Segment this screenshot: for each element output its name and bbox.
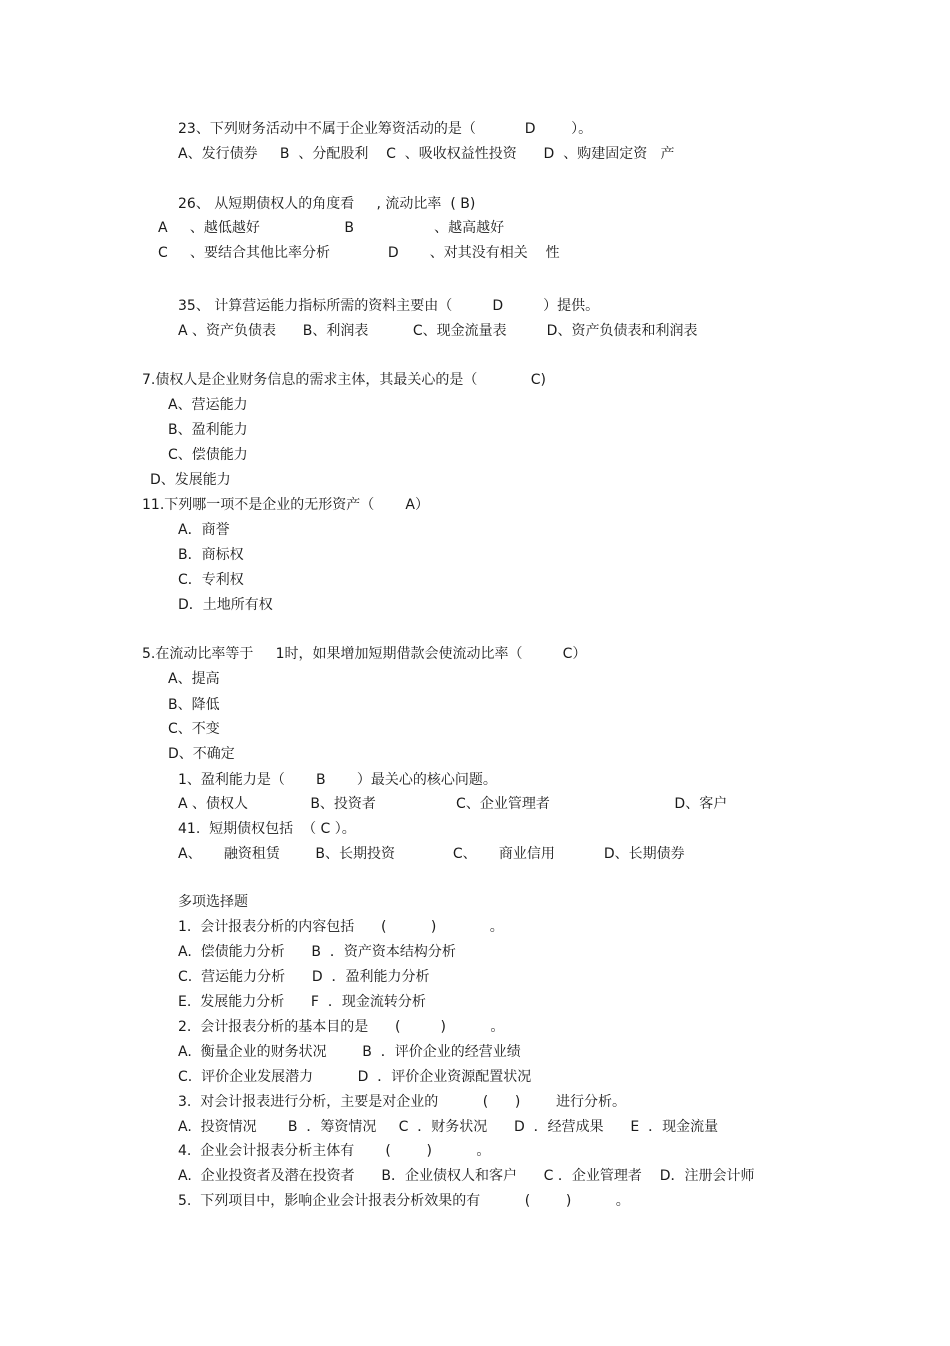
q41-options: A、 融资租赁 B、长期投资 C、 商业信用 D、长期债券 [178,846,685,862]
q26-options-ab: A 、越低越好 B 、越高越好 [158,220,505,236]
q11-question: 11.下列哪一项不是企业的无形资产（ A） [142,497,429,513]
q26-question: 26、 从短期债权人的角度看 , 流动比率 ( B) [178,196,476,212]
mq2-question: 2. 会计报表分析的基本目的是 ( ) 。 [178,1019,505,1035]
q7-option-b: B、盈利能力 [168,422,248,438]
mq4-question: 4. 企业会计报表分析主体有 ( ) 。 [178,1143,491,1159]
q5-option-c: C、不变 [168,721,220,737]
mq4-options: A. 企业投资者及潜在投资者 B．企业债权人和客户 C ．企业管理者 D．注册会计师 [178,1168,755,1184]
q11-option-b: B．商标权 [178,547,244,563]
mq1-question: 1. 会计报表分析的内容包括 ( ) 。 [178,919,504,935]
q1-question: 1、盈利能力是（ B ）最关心的核心问题。 [178,772,497,788]
q23-options: A、发行债券 B 、分配股利 C 、吸收权益性投资 D 、购建固定资 产 [178,146,675,162]
q7-option-c: C、偿债能力 [168,447,248,463]
q5-option-a: A、提高 [168,671,220,687]
q35-question: 35、 计算营运能力指标所需的资料主要由（ D ）提供。 [178,298,600,314]
q5-option-b: B、降低 [168,697,220,713]
mq5-question: 5. 下列项目中，影响企业会计报表分析效果的有 ( ) 。 [178,1193,630,1209]
q5-question: 5.在流动比率等于 1时，如果增加短期借款会使流动比率（ C） [142,646,587,662]
q7-option-a: A、营运能力 [168,397,248,413]
mq1-options-ab: A. 偿债能力分析 B ．资产资本结构分析 [178,944,456,960]
q41-question: 41. 短期债权包括 （ C ）。 [178,821,356,837]
q11-option-c: C．专利权 [178,572,244,588]
q7-question: 7.债权人是企业财务信息的需求主体，其最关心的是（ C) [142,372,546,388]
q1-options: A 、债权人 B、投资者 C、企业管理者 D、客户 [178,796,728,812]
mq2-options-cd: C. 评价企业发展潜力 D ．评价企业资源配置状况 [178,1069,532,1085]
mq1-options-cd: C. 营运能力分析 D ．盈利能力分析 [178,969,430,985]
mq2-options-ab: A. 衡量企业的财务状况 B ．评价企业的经营业绩 [178,1044,521,1060]
q26-options-cd: C 、要结合其他比率分析 D 、对其没有相关 性 [158,245,560,261]
q23-question: 23、下列财务活动中不属于企业筹资活动的是（ D ）。 [178,121,593,137]
q5-option-d: D、不确定 [168,746,235,762]
mq1-options-ef: E. 发展能力分析 F ．现金流转分析 [178,994,426,1010]
mq3-options: A. 投资情况 B ．筹资情况 C ．财务状况 D ．经营成果 E ．现金流量 [178,1119,719,1135]
q11-option-a: A．商誉 [178,522,230,538]
mq3-question: 3. 对会计报表进行分析，主要是对企业的 ( ) 进行分析。 [178,1094,626,1110]
section-heading: 多项选择题 [178,894,248,910]
q35-options: A 、资产负债表 B、利润表 C、现金流量表 D、资产负债表和利润表 [178,323,698,339]
q11-option-d: D．土地所有权 [178,597,273,613]
q7-option-d: D、发展能力 [150,472,231,488]
